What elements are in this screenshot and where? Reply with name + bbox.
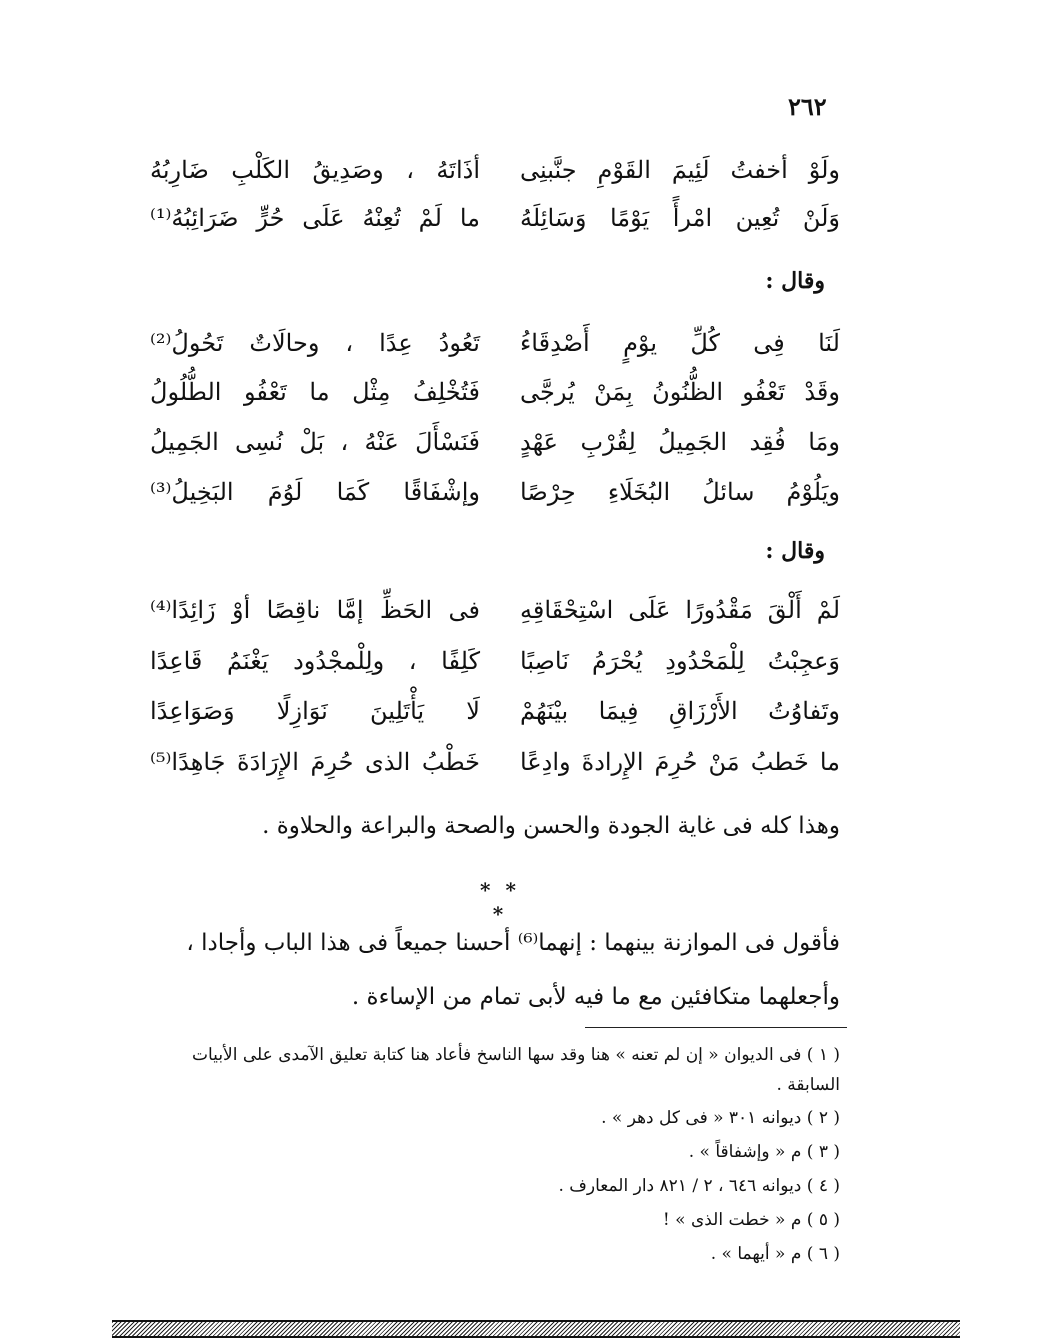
scan-bottom-border <box>112 1320 960 1338</box>
verse-second-hemistich: لَا يَأْتَلِينَ نَوَازِلًا وَصَوَاعِدًا <box>150 697 480 725</box>
commentary-paragraph: وهذا كله فى غاية الجودة والحسن والصحة والبراعة والحلاوة . <box>262 813 840 839</box>
verse-first-hemistich: وَعجِبْتُ لِلْمَحْدُودِ يُحْرَمُ نَاصِبًا <box>520 647 840 675</box>
footnote-item: ( ٥ ) م « خطت الذى » ! <box>662 1210 840 1230</box>
verse-first-hemistich: وقَدْ تَعْفُو الظُّنُونُ بِمَنْ يُرجَّى <box>520 378 840 406</box>
verse-first-hemistich: ومَا فُقِد الجَمِيلُ لِقُرْبِ عَهْدٍ <box>520 428 840 456</box>
footnote-item: ( ٢ ) ديوانه ٣٠١ « فى كل دهر » . <box>601 1108 840 1128</box>
footnote-item: ( ١ ) فى الديوان « إن لم تعنه » هنا وقد سها الناسخ فأعاد هنا كتابة تعليق الآمدى على الأبيات السابقة . <box>192 1045 840 1095</box>
footnote-divider <box>585 1027 847 1028</box>
verse-second-hemistich: فَتُخْلِفُ مِثْل ما تَعْفُو الطُّلُولُ <box>150 378 480 406</box>
footnote-item: ( ٦ ) م « أيهما » . <box>710 1244 840 1264</box>
verse-first-hemistich: لَمْ أَلْقَ مَقْدُورًا عَلَى اسْتِحْقَاقِهِ <box>520 596 840 624</box>
section-separator: * * * <box>480 878 520 926</box>
verse-first-hemistich: لَنَا فِى كُلِّ يوْمٍ أَصْدِقَاءُ <box>520 329 840 357</box>
verse-second-hemistich: أذَاتَهُ ، وصَدِيقُ الكَلْبِ ضَارِبُهُ <box>150 156 480 184</box>
verse-line <box>150 472 840 512</box>
verse-line <box>150 150 840 190</box>
verse-first-hemistich: ويَلُوْمُ سائلُ البُخَلَاءِ حِرْصًا <box>520 478 840 506</box>
page-number: ٢٦٢ <box>788 92 827 121</box>
verse-second-hemistich: ما لَمْ تُعِنْهُ عَلَى حُرٍّ ضَرَائِبُهُ⁽¹⁾ <box>150 204 480 232</box>
section-label: وقال : <box>765 538 825 564</box>
footnote-item: ( ٣ ) م « وإشفاقاً » . <box>688 1142 840 1162</box>
verse-line <box>150 590 840 630</box>
section-label: وقال : <box>765 268 825 294</box>
verse-line <box>150 323 840 363</box>
verse-second-hemistich: فَنَسْأَلَ عَنْهُ ، بَلْ نُسِى الجَمِيلُ <box>150 428 480 456</box>
verse-second-hemistich: وإشْفَاقًا كَمَا لَوُمَ البَخِيلُ⁽³⁾ <box>150 478 480 506</box>
verse-line <box>150 691 840 731</box>
verse-line <box>150 641 840 681</box>
verse-line <box>150 198 840 238</box>
footnote-item: ( ٤ ) ديوانه ٦٤٦ ، ٢ / ٨٢١ دار المعارف . <box>558 1176 840 1196</box>
conclusion-paragraph: فأقول فى الموازنة بينهما : إنهما⁽⁶⁾ أحسنا جميعاً فى هذا الباب وأجادا ، وأجعلهما متكافئين مع ما فيه لأبى تمام من الإساءة . <box>186 930 840 1010</box>
verse-second-hemistich: كَلِفًا ، ولِلْمجْدُود يَغْنَمُ قَاعِدًا <box>150 647 480 675</box>
verse-second-hemistich: تَعُودُ عِدًا ، وحالَاتٌ تَحُولُ⁽²⁾ <box>150 329 480 357</box>
verse-second-hemistich: فى الحَظِّ إمَّا ناقِصًا أوْ زَائِدًا⁽⁴⁾ <box>150 596 480 624</box>
verse-first-hemistich: وَلَنْ تُعِين امْرأً يَوْمًا وَسَائِلَهُ <box>520 204 840 232</box>
verse-line <box>150 422 840 462</box>
verse-first-hemistich: وتَفاوُتُ الأَرْزَاقِ فِيمَا بيْنَهُمْ <box>520 697 840 725</box>
verse-second-hemistich: خَطْبُ الذى حُرِمَ الإِرَادَةَ جَاهِدًا⁽⁵⁾ <box>150 748 480 776</box>
verse-line <box>150 742 840 782</box>
verse-line <box>150 372 840 412</box>
verse-first-hemistich: ولَوْ أخفتُ لَئِيمَ القَوْمِ جنَّبنِى <box>520 156 840 184</box>
verse-first-hemistich: ما خَطبُ مَنْ حُرِمَ الإِرادةَ وادِعًا <box>520 748 840 776</box>
